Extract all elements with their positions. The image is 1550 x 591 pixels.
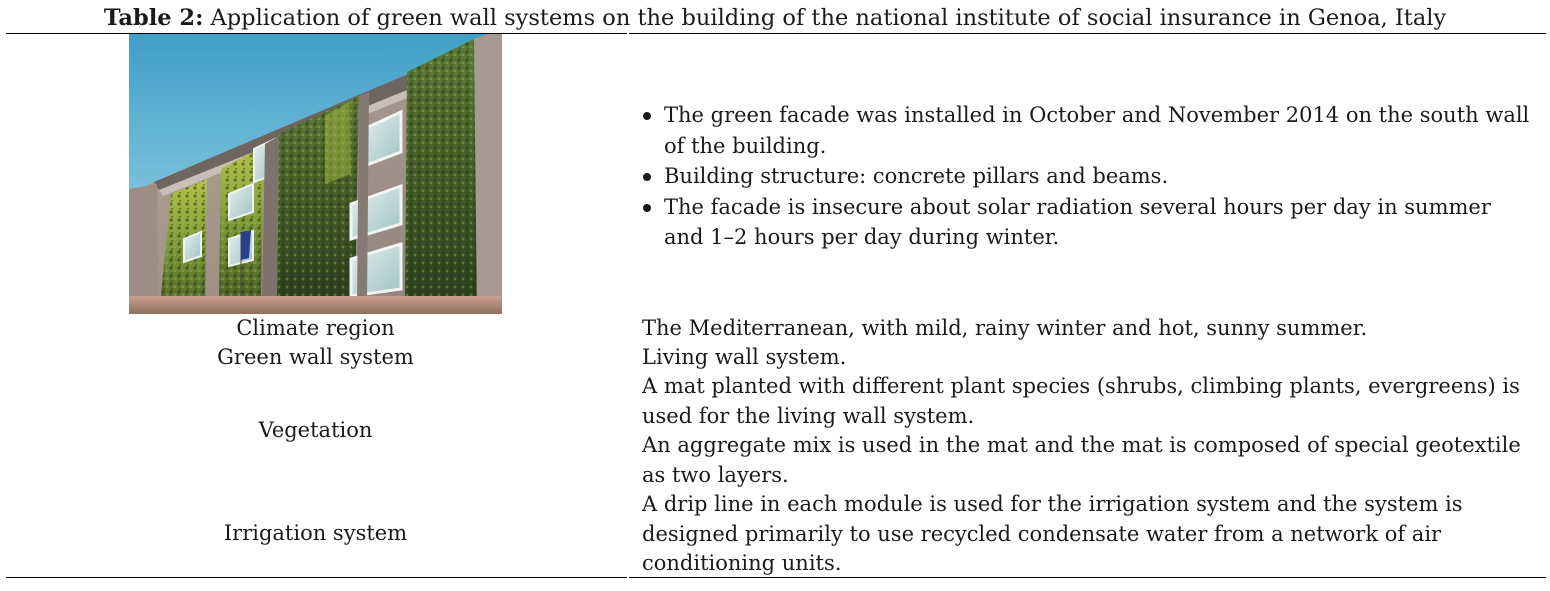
rule-gap xyxy=(627,576,629,579)
bullet-text: The green facade was installed in October and November 2014 on the south wall of the building. xyxy=(664,103,1530,158)
bullet-icon xyxy=(643,173,651,181)
bullet-item xyxy=(641,100,1531,161)
bullet-item xyxy=(641,161,1531,192)
building-photo xyxy=(129,34,502,314)
green-wall-building-image xyxy=(129,34,502,314)
row-value-vegetation-1: A mat planted with different plant species (shrubs, climbing plants, evergreens) is used for the living wall system. xyxy=(642,374,1520,428)
row-value-green-wall-system: Living wall system. xyxy=(642,345,847,369)
bullet-text: Building structure: concrete pillars and beams. xyxy=(664,164,1169,188)
row-value-vegetation-2: An aggregate mix is used in the mat and the mat is composed of special geotextile as two layers. xyxy=(642,433,1521,487)
row-value-climate-region: The Mediterranean, with mild, rainy winter and hot, sunny summer. xyxy=(642,316,1368,340)
row-value-irrigation-system: A drip line in each module is used for the irrigation system and the system is designed primarily to use recycled condensate water from a network of air conditioning units. xyxy=(642,492,1463,575)
row-label-green-wall-system: Green wall system xyxy=(217,345,414,369)
row-label-irrigation-system: Irrigation system xyxy=(223,521,408,545)
table-caption xyxy=(0,3,1550,33)
bottom-rule xyxy=(6,577,1546,578)
bullet-text: The facade is insecure about solar radiation several hours per day in summer and 1–2 hours per day during winter. xyxy=(664,194,1491,249)
row-label-vegetation: Vegetation xyxy=(258,418,373,442)
caption-prefix: Table 2: xyxy=(103,5,204,31)
row-label-climate-region: Climate region xyxy=(236,316,395,340)
bullet-icon xyxy=(643,112,651,120)
photo-bullet-list xyxy=(641,100,1531,253)
caption-text: Application of green wall systems on the building of the national institute of social insurance in Genoa, Italy xyxy=(203,5,1447,31)
bullet-item xyxy=(641,192,1531,253)
rule-gap xyxy=(627,32,629,35)
bullet-icon xyxy=(643,204,651,212)
